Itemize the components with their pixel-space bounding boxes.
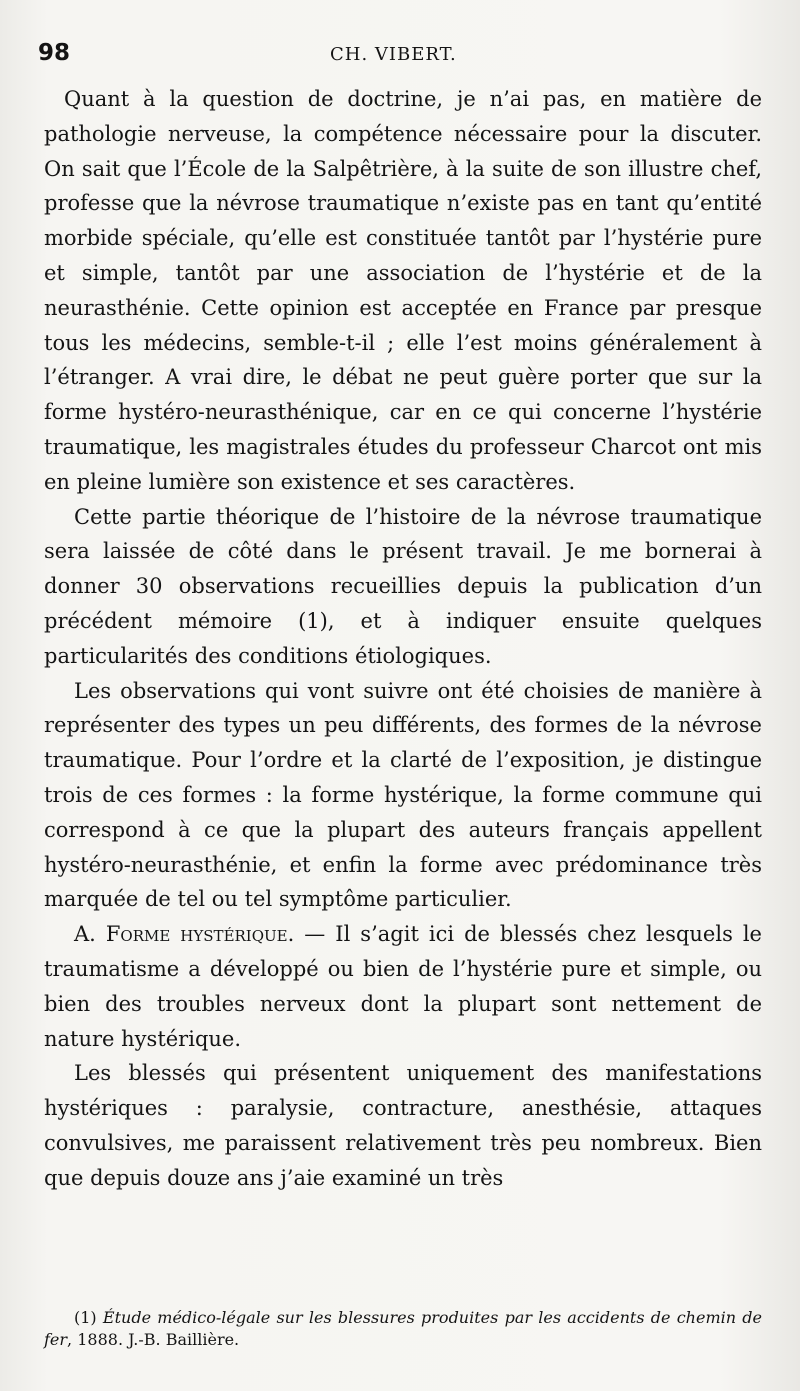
paragraph-theory: Cette partie théorique de l’histoire de la névrose traumatique sera laissée de côté dans le présent travail. Je me bornerai à donner 30 observations recueillies depuis la publication d’un précédent mémoire (1), et à indiquer ensuite quelques particularités des conditions étiologiques. [44, 504, 762, 668]
paragraph-hysterical-cases: Les blessés qui présentent uniquement des manifestations hystériques : paralysie, contracture, anesthésie, attaques convulsives, me paraissent relativement très peu nombreux. Bien que depuis douze ans j’aie examiné un très [44, 1061, 762, 1190]
footnote [44, 1307, 762, 1351]
footnote-title: Étude médico-légale sur les blessures produites par les accidents de chemin de fer [44, 1308, 762, 1349]
paragraph-observations: Les observations qui vont suivre ont été choisies de manière à représenter des types un peu différents, des formes de la névrose traumatique. Pour l’ordre et la clarté de l’exposition, je distingue trois de ces formes : la forme hystérique, la forme commune qui correspond à ce que la plupart des auteurs français appellent hystéro-neurasthénie, et enfin la forme avec prédominance très marquée de tel ou tel symptôme particulier. [44, 678, 762, 912]
section-a-text: — Il s’agit ici de blessés chez lesquels le traumatisme a développé ou bien de l’hystérie pure et simple, ou bien des troubles nerveux dont la plupart sont nettement de nature hystérique. [44, 922, 762, 1051]
running-head: CH. VIBERT. [330, 44, 457, 65]
body-text [44, 82, 762, 1196]
footnote-marker: (1) [74, 1308, 103, 1327]
paragraph-doctrine: Quant à la question de doctrine, je n’ai pas, en matière de pathologie nerveuse, la compétence nécessaire pour la discuter. On sait que l’École de la Salpêtrière, à la suite de son illustre chef, professe que la névrose traumatique n’existe pas en tant qu’entité morbide spéciale, qu’elle est constituée tantôt par l’hystérie pure et simple, tantôt par une association de l’hystérie et de la neurasthénie. Cette opinion est acceptée en France par presque tous les médecins, semble-t-il ; elle l’est moins généralement à l’étranger. A vrai dire, le débat ne peut guère porter que sur la forme hystéro-neurasthénique, car en ce qui concerne l’hystérie traumatique, les magistrales études du professeur Charcot ont mis en pleine lumière son existence et ses caractères. [44, 87, 762, 494]
paragraph-section-a [44, 917, 762, 1056]
section-a-heading: A. Forme hystérique. [74, 922, 295, 947]
footnote-rest: , 1888. J.-B. Baillière. [67, 1330, 240, 1349]
page-number: 98 [38, 40, 71, 66]
page-header [38, 40, 762, 74]
